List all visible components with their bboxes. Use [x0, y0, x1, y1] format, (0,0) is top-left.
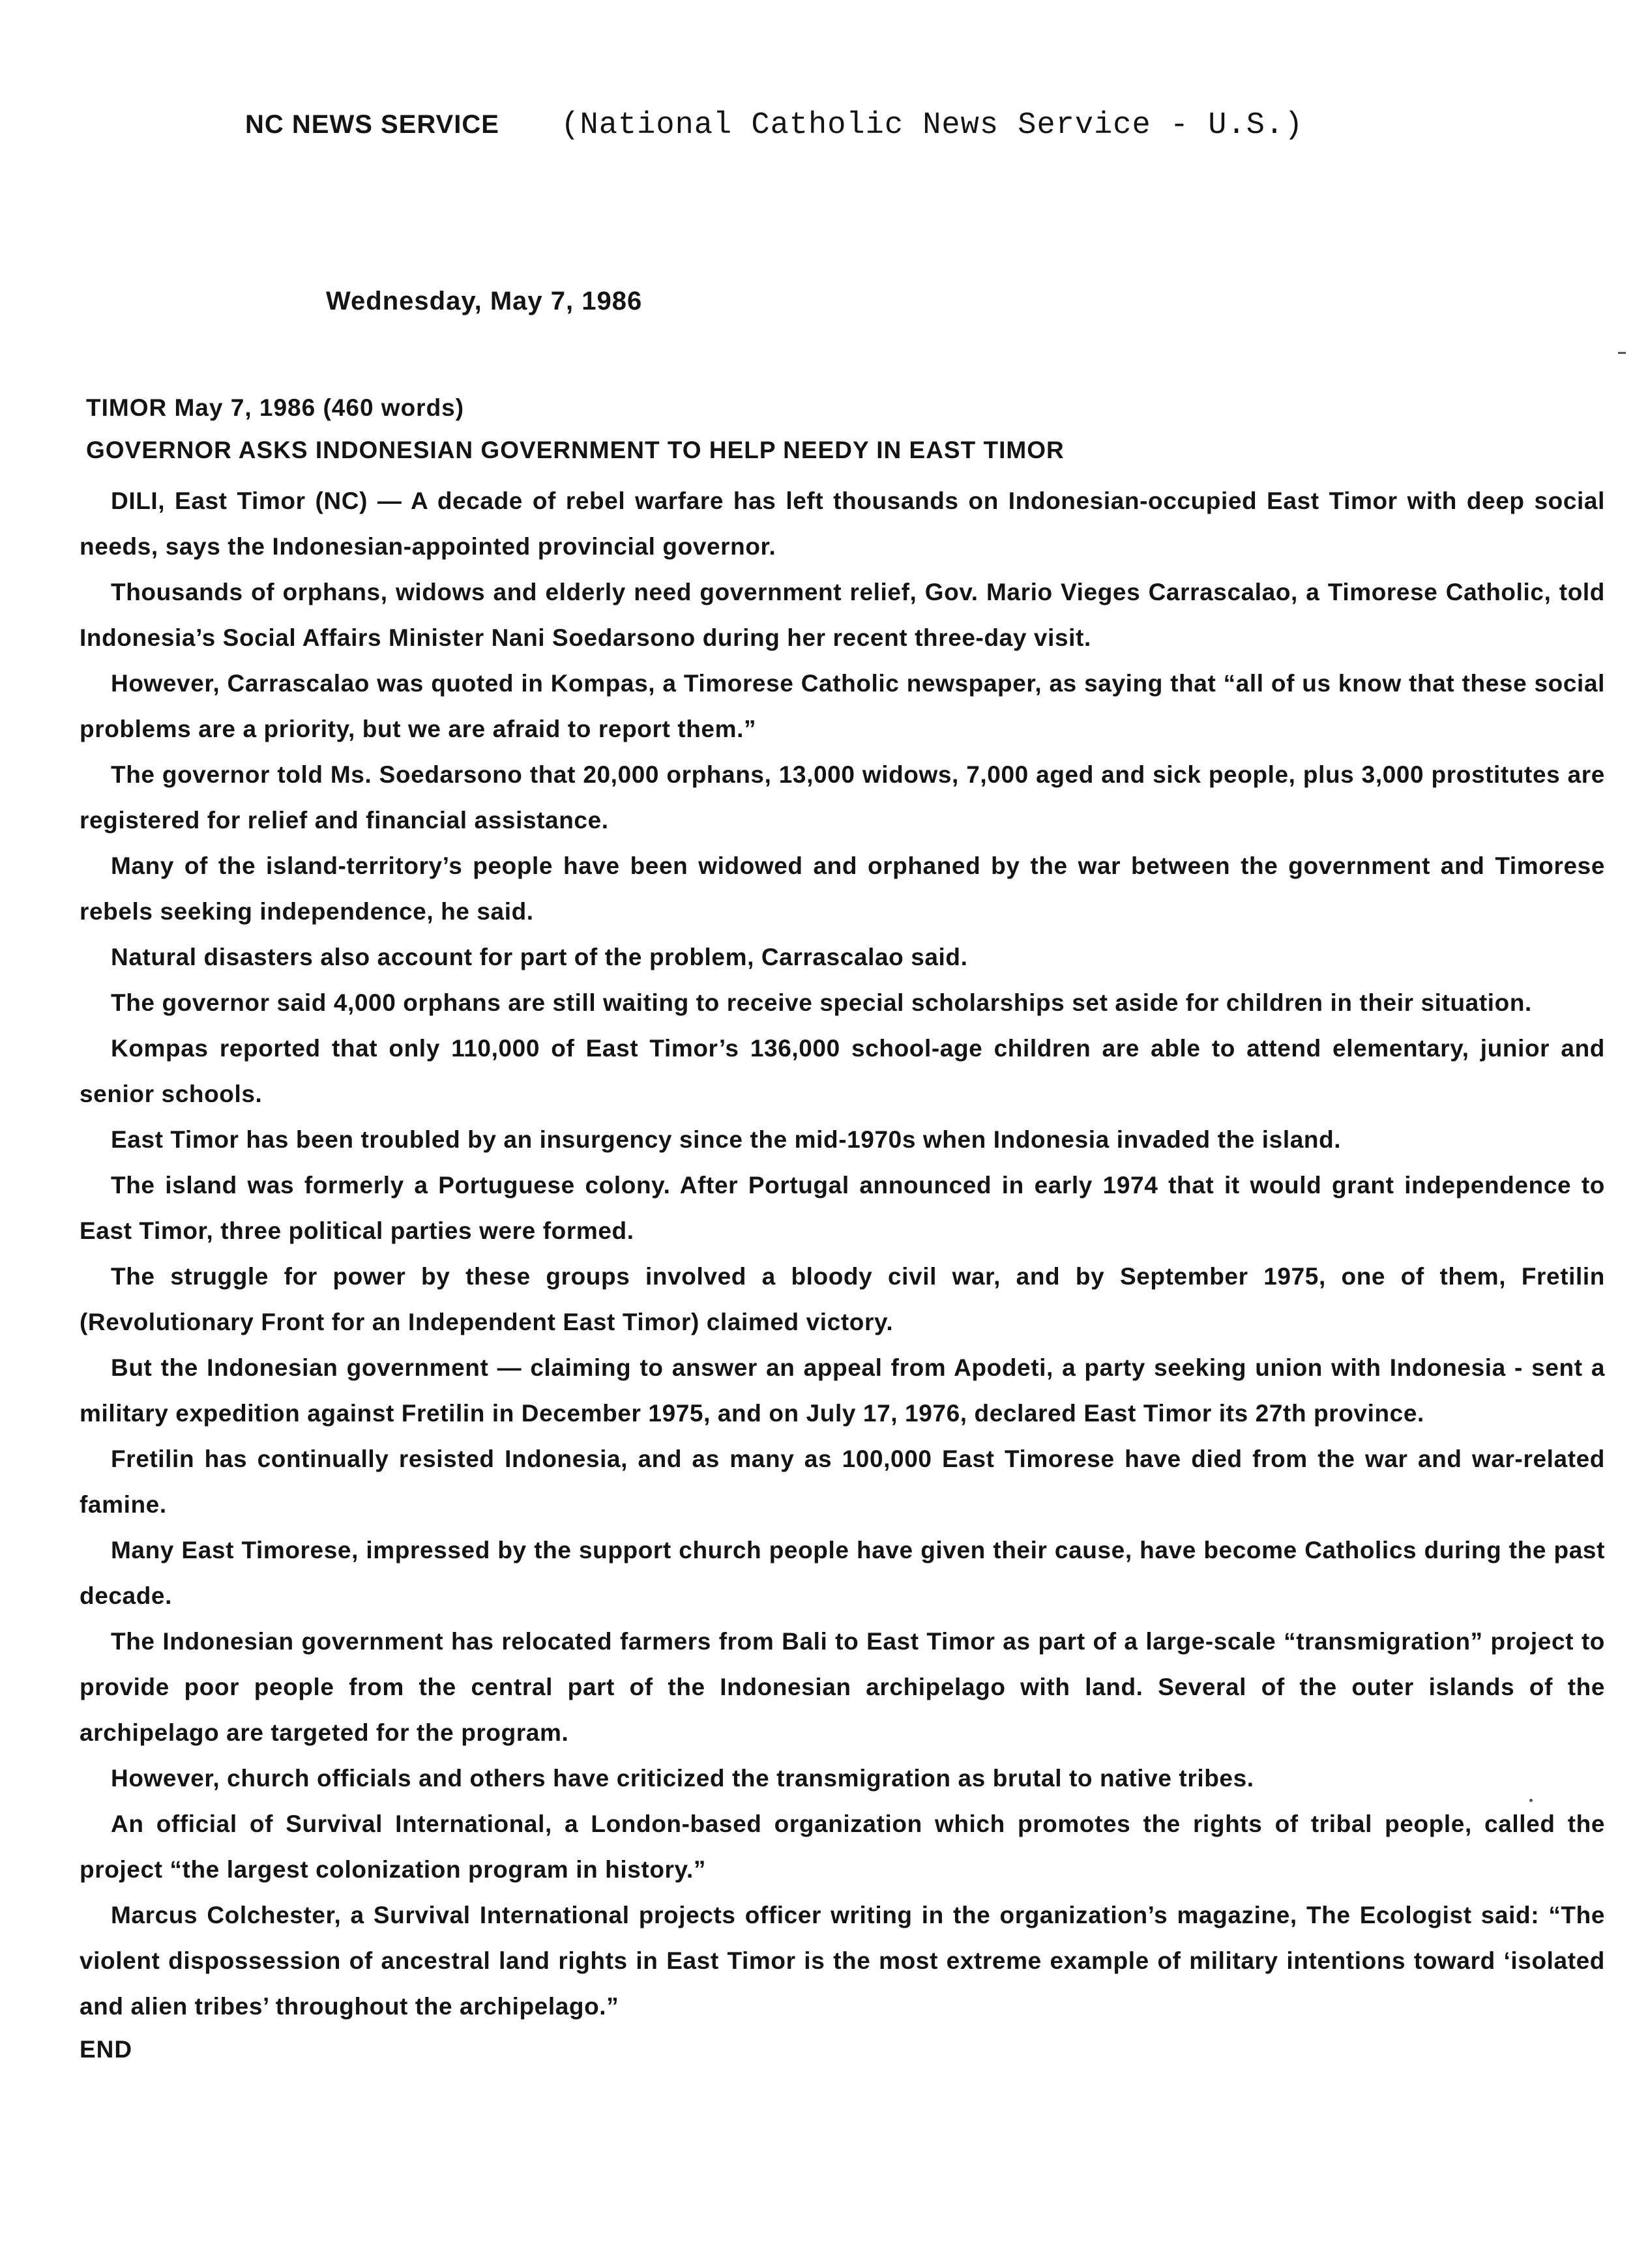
paragraph-12: But the Indonesian government — claiming to answer an appeal from Apodeti, a party seeking union with Indonesia - sent a military expedition against Fretilin in December 1975, and on July 17, 1976, declared East Timor its 27th province. [80, 1354, 1605, 1427]
paragraph-16: However, church officials and others have criticized the transmigration as brutal to native tribes. [111, 1765, 1254, 1792]
paragraph-9: East Timor has been troubled by an insurgency since the mid-1970s when Indonesia invaded the island. [111, 1126, 1342, 1153]
paragraph-8: Kompas reported that only 110,000 of East Timor’s 136,000 school-age children are able to attend elementary, junior and senior schools. [80, 1035, 1605, 1107]
paragraph-18: Marcus Colchester, a Survival International projects officer writing in the organization’s magazine, The Ecologist said: “The violent dispossession of ancestral land rights in East Timor is the most extreme example of military intentions toward ‘isolated and alien tribes’ throughout the archipelago.” [80, 1902, 1605, 2020]
story-slug: TIMOR May 7, 1986 (460 words) [86, 394, 465, 421]
paragraph-6: Natural disasters also account for part of the problem, Carrascalao said. [111, 944, 968, 970]
news-service-header [245, 108, 1303, 143]
dateline-date: Wednesday, May 7, 1986 [326, 287, 643, 315]
paragraph-10: The island was formerly a Portuguese colony. After Portugal announced in early 1974 that it would grant independence to East Timor, three political parties were formed. [80, 1172, 1605, 1244]
service-description: (National Catholic News Service - U.S.) [561, 108, 1304, 143]
article-body [80, 478, 1605, 2063]
paragraph-7: The governor said 4,000 orphans are still waiting to receive special scholarships set aside for children in their situation. [111, 989, 1532, 1016]
paragraph-4: The governor told Ms. Soedarsono that 20,000 orphans, 13,000 widows, 7,000 aged and sick people, plus 3,000 prostitutes are registered for relief and financial assistance. [80, 761, 1605, 834]
paragraph-3: However, Carrascalao was quoted in Kompas, a Timorese Catholic newspaper, as saying that “all of us know that these social problems are a priority, but we are afraid to report them.” [80, 670, 1605, 742]
end-marker: END [80, 2036, 133, 2063]
paragraph-2: Thousands of orphans, widows and elderly need government relief, Gov. Mario Vieges Carrascalao, a Timorese Catholic, told Indonesia’s Social Affairs Minister Nani Soedarsono during her recent three-day visit. [80, 579, 1605, 651]
paragraph-14: Many East Timorese, impressed by the support church people have given their cause, have become Catholics during the past decade. [80, 1537, 1605, 1609]
service-name: NC NEWS SERVICE [245, 110, 499, 139]
paragraph-15: The Indonesian government has relocated farmers from Bali to East Timor as part of a large-scale “transmigration” project to provide poor people from the central part of the Indonesian archipelago with land. Several of the outer islands of the archipelago are targeted for the program. [80, 1628, 1605, 1746]
story-headline: GOVERNOR ASKS INDONESIAN GOVERNMENT TO HELP NEEDY IN EAST TIMOR [86, 437, 1065, 463]
paragraph-13: Fretilin has continually resisted Indonesia, and as many as 100,000 East Timorese have died from the war and war-related famine. [80, 1446, 1605, 1518]
paragraph-11: The struggle for power by these groups involved a bloody civil war, and by September 1975, one of them, Fretilin (Revolutionary Front for an Independent East Timor) claimed victory. [80, 1263, 1605, 1335]
paragraph-17: An official of Survival International, a London-based organization which promotes the rights of tribal people, called the project “the largest colonization program in history.” [80, 1810, 1605, 1883]
paragraph-1: DILI, East Timor (NC) — A decade of rebel warfare has left thousands on Indonesian-occupied East Timor with deep social needs, says the Indonesian-appointed provincial governor. [80, 487, 1605, 560]
scan-speck [1529, 1799, 1533, 1802]
scan-speck [1618, 352, 1626, 354]
paragraph-5: Many of the island-territory’s people have been widowed and orphaned by the war between the government and Timorese rebels seeking independence, he said. [80, 852, 1605, 925]
